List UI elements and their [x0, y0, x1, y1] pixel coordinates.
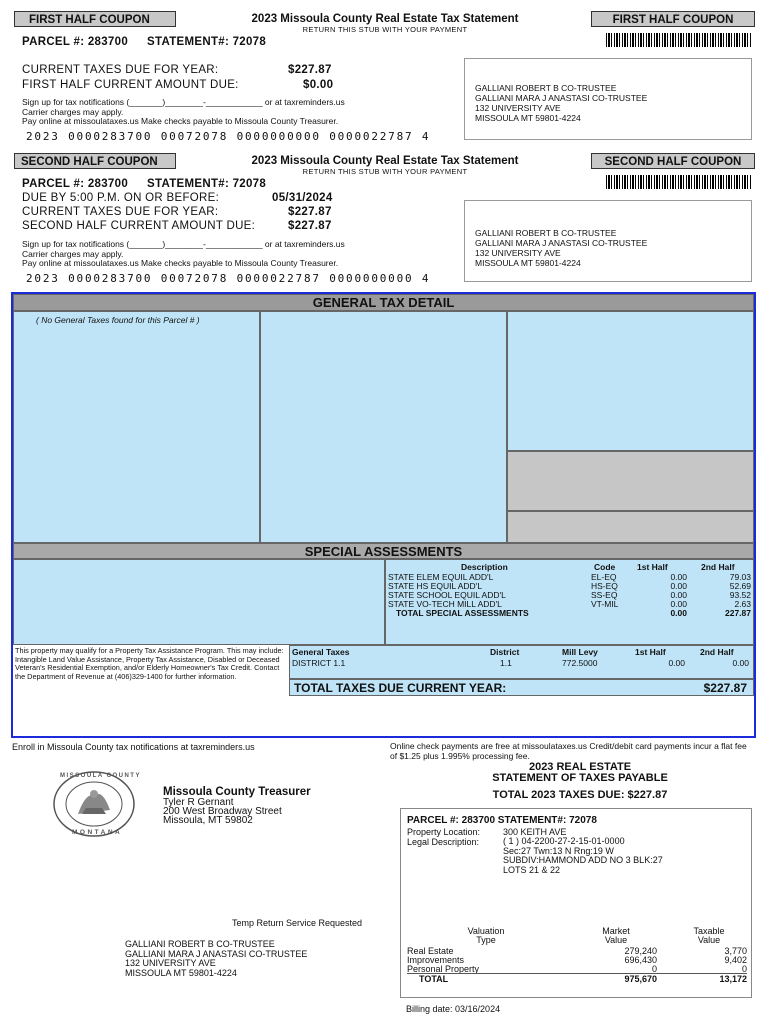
- special-total-second: 227.87: [725, 608, 751, 618]
- summary-col-general: General Taxes: [292, 647, 350, 657]
- second-coupon-subtitle: RETURN THIS STUB WITH YOUR PAYMENT: [302, 167, 468, 176]
- total-due-value: $227.87: [703, 681, 747, 695]
- summary-row-mill: 772.5000: [562, 658, 598, 668]
- second-half-value: $227.87: [288, 220, 332, 232]
- special-row-code: HS-EQ: [591, 581, 618, 591]
- mail-address-line: GALLIANI MARA J ANASTASI CO-TRUSTEE: [125, 948, 308, 959]
- first-coupon-tab-left: FIRST HALF COUPON: [14, 11, 176, 27]
- second-coupon-tab-left: SECOND HALF COUPON: [14, 153, 176, 169]
- mail-address: [125, 940, 307, 978]
- first-current-value: $227.87: [288, 64, 332, 76]
- first-coupon-statement: STATEMENT#: 72078: [147, 36, 267, 48]
- second-address-line: 132 UNIVERSITY AVE: [475, 248, 561, 258]
- first-address-line: MISSOULA MT 59801-4224: [475, 113, 581, 123]
- valuation-col-type: Valuation: [467, 926, 505, 936]
- first-coupon-title: 2023 Missoula County Real Estate Tax Statement: [251, 13, 519, 25]
- valuation-row-market: 0: [651, 964, 657, 974]
- summary-col-first: 1st Half: [635, 647, 666, 657]
- general-summary-cell: [289, 645, 754, 679]
- legal-line: ( 1 ) 04-2200-27-2-15-01-0000: [503, 836, 625, 846]
- first-ocr-line: 2023 0000283700 00072078 0000000000 0000022787 4: [26, 130, 431, 143]
- property-location-value: 300 KEITH AVE: [503, 827, 567, 837]
- valuation-total-taxable: 13,172: [719, 974, 747, 984]
- first-address-line: GALLIANI ROBERT B CO-TRUSTEE: [475, 83, 617, 93]
- first-current-label: CURRENT TAXES DUE FOR YEAR:: [22, 64, 219, 76]
- second-address-line: MISSOULA MT 59801-4224: [475, 258, 581, 268]
- first-signup: Sign up for tax notifications (_______)________-____________ or at taxreminders.us: [22, 97, 345, 107]
- mail-address-line: 132 UNIVERSITY AVE: [125, 958, 216, 968]
- special-table-cell: [385, 559, 754, 645]
- second-current-label: CURRENT TAXES DUE FOR YEAR:: [22, 206, 219, 218]
- special-row-second: 2.63: [734, 599, 751, 609]
- second-address-box: [464, 200, 752, 282]
- valuation-col-market-2: Value: [604, 935, 628, 945]
- general-tax-col1: [13, 311, 260, 543]
- billing-date: Billing date: 03/16/2024: [406, 1004, 501, 1014]
- property-location-label: Property Location:: [407, 827, 481, 837]
- first-address-line: GALLIANI MARA J ANASTASI CO-TRUSTEE: [475, 93, 648, 103]
- first-half-label: FIRST HALF CURRENT AMOUNT DUE:: [22, 79, 239, 91]
- second-current-value: $227.87: [288, 206, 332, 218]
- summary-col-mill: Mill Levy: [562, 647, 598, 657]
- seal-text-top: MISSOULA COUNTY: [60, 773, 141, 779]
- special-row-first: 0.00: [670, 572, 687, 582]
- valuation-col-market: Market: [602, 926, 630, 936]
- special-row-first: 0.00: [670, 599, 687, 609]
- general-tax-grey-a: [507, 451, 754, 511]
- valuation-row-taxable: 0: [741, 964, 747, 974]
- special-row-first: 0.00: [670, 590, 687, 600]
- special-col-code: Code: [594, 562, 616, 572]
- second-coupon-barcode: [606, 175, 752, 189]
- special-row-description: STATE ELEM EQUIL ADD'L: [388, 572, 494, 582]
- parcel-box: [400, 808, 752, 998]
- summary-row-first: 0.00: [668, 658, 685, 668]
- summary-row-district: 1.1: [500, 658, 512, 668]
- tax-detail-panel: [11, 292, 756, 738]
- treasurer-title: Missoula County Treasurer: [163, 786, 311, 798]
- treasurer-street: 200 West Broadway Street: [163, 806, 282, 817]
- second-carrier: Carrier charges may apply.: [22, 249, 124, 259]
- seal-text-bottom: MONTANA: [72, 829, 123, 836]
- valuation-row-type: Real Estate: [407, 946, 454, 956]
- general-tax-col2: [260, 311, 507, 543]
- special-total-first: 0.00: [670, 608, 687, 618]
- valuation-total-market: 975,670: [624, 974, 657, 984]
- total-due-label: TOTAL TAXES DUE CURRENT YEAR:: [294, 681, 507, 695]
- legal-description-label: Legal Description:: [407, 837, 480, 847]
- first-coupon-barcode: [606, 33, 752, 47]
- temp-return-note: Temp Return Service Requested: [232, 918, 363, 928]
- special-left-cell: [13, 559, 385, 645]
- special-row: [386, 581, 755, 590]
- special-total-row: [386, 608, 755, 617]
- summary-row-second: 0.00: [732, 658, 749, 668]
- valuation-row: [407, 946, 747, 955]
- special-row-description: STATE HS EQUIL ADD'L: [388, 581, 483, 591]
- treasurer-city: Missoula, MT 59802: [163, 815, 253, 826]
- summary-col-district: District: [490, 647, 520, 657]
- legal-line: SUBDIV:HAMMOND ADD NO 3 BLK:27: [503, 855, 663, 865]
- first-coupon-subtitle: RETURN THIS STUB WITH YOUR PAYMENT: [302, 25, 468, 34]
- second-signup: Sign up for tax notifications (_______)________-____________ or at taxreminders.us: [22, 239, 345, 249]
- assistance-note: This property may qualify for a Property Tax Assistance Program. This may include: Intangible Land Value Assistance, Property Tax Assistance, Disabled or Deceased Veteran's Residential Exemption, and/or Elderly Homeowner's Tax Credit. Contact the Department of Revenue at (406)329-1400 for further information.: [15, 646, 284, 681]
- general-tax-col3: [507, 311, 754, 451]
- summary-row-general: DISTRICT 1.1: [292, 658, 346, 668]
- statement-payable-line1: 2023 REAL ESTATE: [528, 761, 632, 773]
- second-due-label: DUE BY 5:00 P.M. ON OR BEFORE:: [22, 192, 220, 204]
- county-seal-icon: [52, 770, 136, 838]
- first-carrier: Carrier charges may apply.: [22, 107, 124, 117]
- general-tax-grey-b: [507, 511, 754, 543]
- special-row: [386, 599, 755, 608]
- statement-total: TOTAL 2023 TAXES DUE: $227.87: [492, 789, 668, 801]
- first-coupon-parcel: PARCEL #: 283700: [22, 36, 129, 48]
- second-ocr-line: 2023 0000283700 00072078 0000022787 0000000000 4: [26, 272, 431, 285]
- valuation-col-type-2: Type: [476, 935, 496, 945]
- second-coupon-title: 2023 Missoula County Real Estate Tax Statement: [251, 155, 519, 167]
- special-row-second: 79.03: [729, 572, 751, 582]
- valuation-total-row: [407, 973, 747, 984]
- second-pay-online: Pay online at missoulataxes.us Make checks payable to Missoula County Treasurer.: [22, 258, 339, 268]
- special-row-second: 52.69: [729, 581, 751, 591]
- mail-address-line: GALLIANI ROBERT B CO-TRUSTEE: [125, 939, 275, 949]
- special-row-description: STATE VO-TECH MILL ADD'L: [388, 599, 502, 609]
- special-row: [386, 572, 755, 581]
- valuation-row-taxable: 3,770: [724, 946, 747, 956]
- second-address-line: GALLIANI MARA J ANASTASI CO-TRUSTEE: [475, 238, 648, 248]
- no-general-taxes-note: ( No General Taxes found for this Parcel # ): [36, 315, 200, 325]
- second-due-value: 05/31/2024: [272, 192, 333, 204]
- online-payment-note: Online check payments are free at missoulataxes.us Credit/debit card payments incur a flat fee of $1.25 plus 1.995% processing fee.: [390, 741, 747, 761]
- statement-payable-line2: STATEMENT OF TAXES PAYABLE: [492, 772, 668, 784]
- valuation-row-market: 279,240: [624, 946, 657, 956]
- mail-address-line: MISSOULA MT 59801-4224: [125, 967, 237, 978]
- legal-line: Sec:27 Twn:13 N Rng:19 W: [503, 845, 614, 856]
- special-row-code: VT-MIL: [591, 599, 619, 609]
- special-row-first: 0.00: [670, 581, 687, 591]
- valuation-total-label: TOTAL: [419, 974, 449, 984]
- special-row-second: 93.52: [729, 590, 751, 600]
- legal-line: LOTS 21 & 22: [503, 864, 561, 875]
- special-row: [386, 590, 755, 599]
- first-address-line: 132 UNIVERSITY AVE: [475, 103, 561, 113]
- special-row-code: EL-EQ: [591, 572, 617, 582]
- valuation-row: [407, 955, 747, 964]
- valuation-col-taxable: Taxable: [693, 926, 725, 936]
- second-coupon-tab-right: SECOND HALF COUPON: [591, 153, 755, 169]
- first-half-value: $0.00: [303, 79, 334, 91]
- special-row-code: SS-EQ: [591, 590, 618, 600]
- treasurer-name: Tyler R Gernant: [163, 797, 234, 808]
- valuation-row: [407, 964, 747, 973]
- valuation-row-type: Personal Property: [407, 964, 480, 974]
- enroll-note: Enroll in Missoula County tax notifications at taxreminders.us: [12, 742, 255, 752]
- first-coupon-tab-right: FIRST HALF COUPON: [591, 11, 755, 27]
- second-coupon-statement: STATEMENT#: 72078: [147, 178, 267, 190]
- special-col-first: 1st Half: [637, 562, 668, 572]
- second-half-label: SECOND HALF CURRENT AMOUNT DUE:: [22, 220, 256, 232]
- second-coupon-parcel: PARCEL #: 283700: [22, 178, 129, 190]
- first-pay-online: Pay online at missoulataxes.us Make checks payable to Missoula County Treasurer.: [22, 116, 339, 126]
- valuation-col-taxable-2: Value: [697, 935, 721, 945]
- parcel-box-heading: PARCEL #: 283700 STATEMENT#: 72078: [407, 815, 597, 826]
- special-col-description: Description: [461, 562, 508, 572]
- summary-col-second: 2nd Half: [700, 647, 734, 657]
- second-address-line: GALLIANI ROBERT B CO-TRUSTEE: [475, 228, 617, 238]
- valuation-row-market: 696,430: [624, 955, 657, 965]
- special-assessments-header: SPECIAL ASSESSMENTS: [13, 543, 754, 559]
- special-total-label: TOTAL SPECIAL ASSESSMENTS: [396, 608, 529, 618]
- special-row-description: STATE SCHOOL EQUIL ADD'L: [388, 590, 506, 600]
- valuation-row-type: Improvements: [407, 955, 465, 965]
- first-address-box: [464, 58, 752, 140]
- special-col-second: 2nd Half: [701, 562, 735, 572]
- valuation-row-taxable: 9,402: [724, 955, 747, 965]
- general-tax-header: GENERAL TAX DETAIL: [13, 294, 754, 311]
- total-due-bar: [289, 679, 754, 696]
